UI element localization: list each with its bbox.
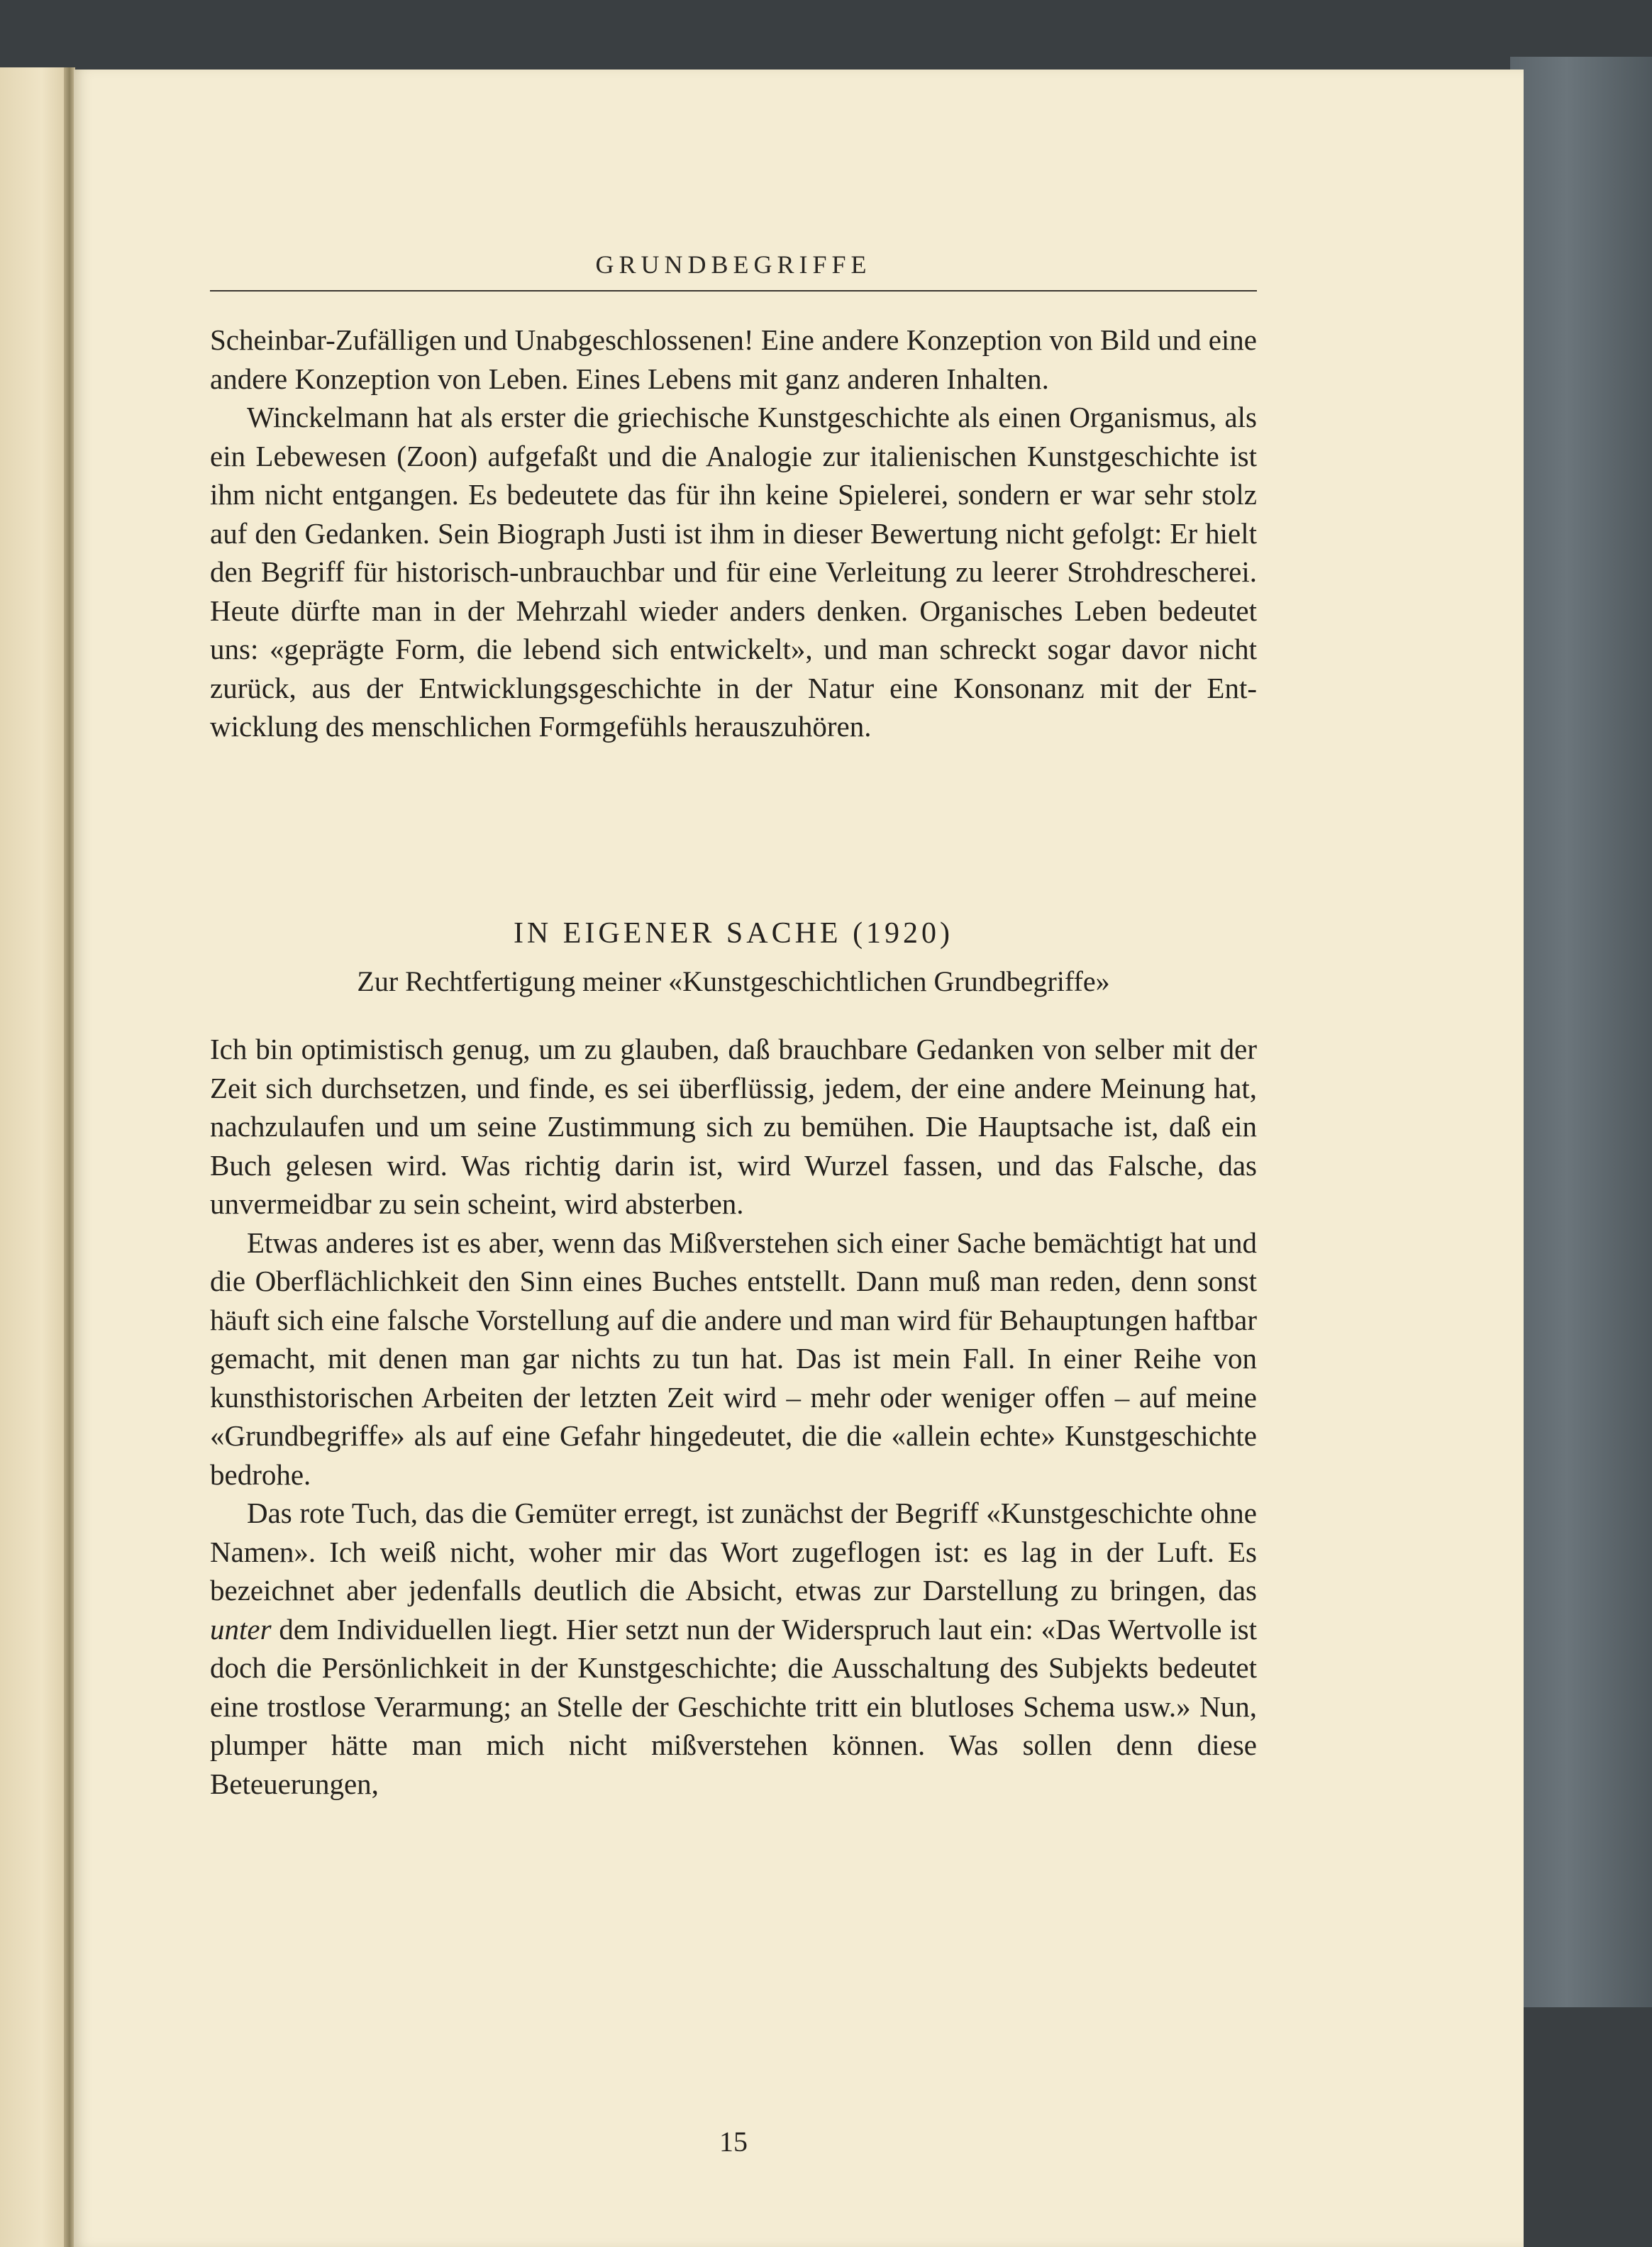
text-block-2: [210, 1030, 1257, 1803]
paragraph: Etwas anderes ist es aber, wenn das Mißverstehen sich einer Sache bemächtigt hat und die Oberflächlichkeit den Sinn eines Buches entstellt. Dann muß man reden, denn sonst häuft sich eine falsche Vorstellung auf die andere und man wird für Behauptungen haftbar gemacht, mit denen man gar nichts zu tun hat. Das ist mein Fall. In einer Reihe von kunsthistorischen Arbeiten der letzten Zeit wird – mehr oder weniger offen – auf meine «Grundbegriffe» als auf eine Gefahr hingedeutet, die die «allein echte» Kunstgeschichte bedrohe.: [210, 1226, 1257, 1491]
paragraph: Ich bin optimistisch genug, um zu glauben, daß brauchbare Gedanken von selber mit der Zeit sich durchsetzen, und finde, es sei überflüssig, jedem, der eine andere Meinung hat, nachzulaufen und um seine Zustimmung sich zu bemühen. Die Hauptsache ist, daß ein Buch gelesen wird. Was richtig darin ist, wird Wurzel fassen, und das Falsche, das unvermeidbar zu sein scheint, wird absterben.: [210, 1033, 1257, 1220]
paragraph: Winckelmann hat als erster die griechische Kunstgeschichte als einen Organismus, als ein Lebewesen (Zoon) aufgefaßt und die Analogie zur italienischen Kunstgeschichte ist ihm nicht entgangen. Es bedeutete das für ihn keine Spielerei, sondern er war sehr stolz auf den Gedanken. Sein Biograph Justi ist ihm in dieser Bewertung nicht gefolgt: Er hielt den Begriff für historisch-unbrauchbar und für eine Verleitung zu leerer Strohdrescherei. Heute dürfte man in der Mehrzahl wieder anders denken. Organisches Leben bedeutet uns: «geprägte Form, die lebend sich entwickelt», und man schreckt sogar davor nicht zurück, aus der Entwicklungsgeschichte in der Natur eine Konsonanz mit der Entwicklung des menschlichen Formgefühls herauszuhören.: [210, 401, 1257, 743]
page-number: 15: [719, 2126, 748, 2158]
cover-board-edge: [1510, 57, 1652, 2007]
header-rule: [210, 290, 1257, 292]
text-block-1: [210, 321, 1257, 746]
paragraph-text: Das rote Tuch, das die Gemüter erregt, ist zunächst der Begriff «Kunstgeschichte ohne Namen». Ich weiß nicht, woher mir das Wort zugeflogen ist: es lag in der Luft. Es bezeichnet aber jedenfalls deutlich die Absicht, etwas zur Darstellung zu bringen, das: [210, 1497, 1257, 1607]
facing-page-edge: [0, 67, 70, 2247]
section-title: IN EIGENER SACHE (1920): [513, 917, 954, 950]
emphasis-text: unter: [210, 1612, 272, 1646]
section-subtitle: Zur Rechtfertigung meiner «Kunstgeschichtlichen Grundbegriffe»: [357, 965, 1110, 997]
paragraph: [210, 1494, 1257, 1803]
running-head: GRUNDBEGRIFFE: [595, 250, 872, 279]
paragraph-text: dem Individuellen liegt. Hier setzt nun der Widerspruch laut ein: «Das Wertvolle ist doch die Persönlichkeit in der Kunstgeschichte; die Ausschaltung des Subjekts bedeutet eine trostlose Verarmung; an Stelle der Geschichte tritt ein blutloses Schema usw.» Nun, plumper hätte man mich nicht mißverstehen können. Was sollen denn diese Beteuerungen,: [210, 1612, 1257, 1800]
paragraph: Scheinbar-Zufälligen und Unabgeschlossenen! Eine andere Konzeption von Bild und eine andere Konzeption von Leben. Eines Lebens mit ganz anderen Inhalten.: [210, 323, 1257, 395]
